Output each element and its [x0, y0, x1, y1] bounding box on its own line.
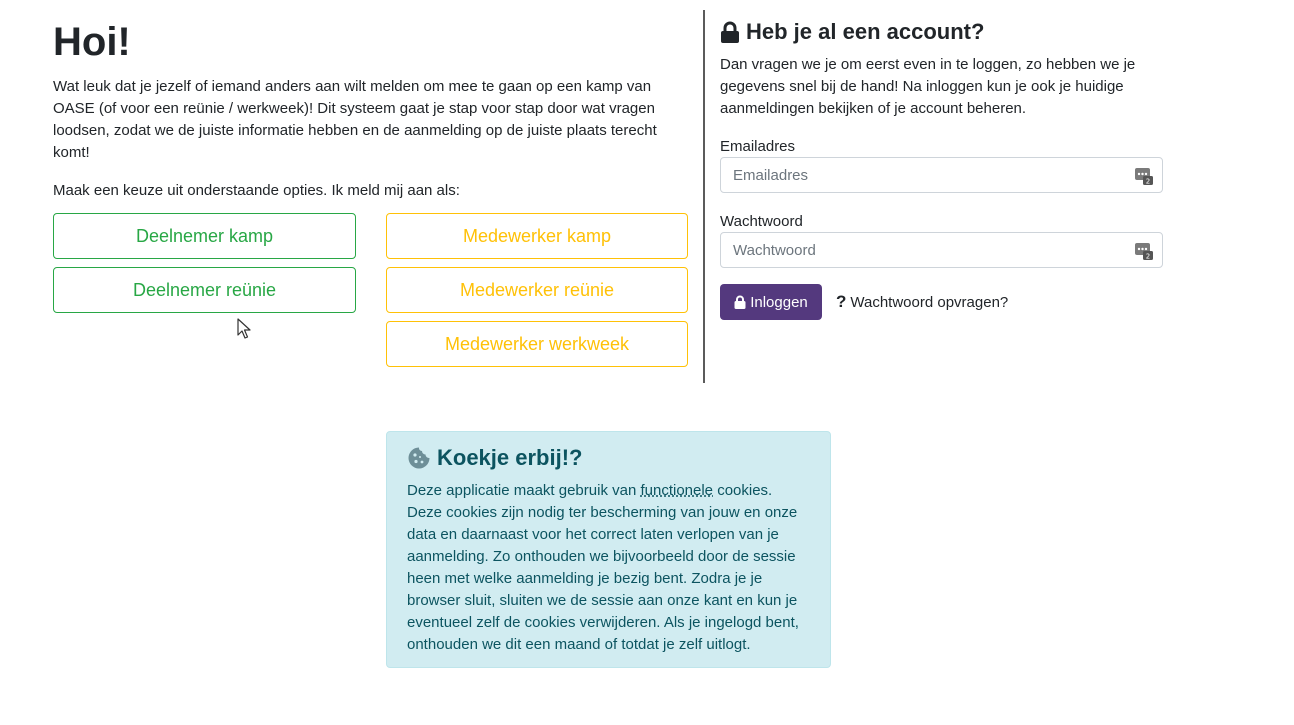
login-section [720, 18, 1163, 311]
login-title [720, 18, 1163, 46]
lock-icon [734, 295, 746, 309]
email-field-wrapper [720, 157, 1163, 193]
password-label: Wachtwoord [720, 213, 803, 230]
page-title: Hoi! [53, 20, 131, 64]
cookie-title-text: Koekje erbij!? [437, 445, 583, 470]
password-manager-icon[interactable] [1135, 242, 1153, 260]
cookie-text-before: Deze applicatie maakt gebruik van [407, 482, 641, 499]
deelnemer-reunie-button[interactable]: Deelnemer reünie [53, 267, 356, 313]
medewerker-werkweek-button[interactable]: Medewerker werkweek [386, 321, 688, 367]
mouse-cursor-icon [237, 318, 251, 340]
medewerker-reunie-button[interactable]: Medewerker reünie [386, 267, 688, 313]
choose-text: Maak een keuze uit onderstaande opties. Ik meld mij aan als: [53, 182, 460, 199]
cookie-text-after: cookies. Deze cookies zijn nodig ter bescherming van jouw en onze data en daarnaast voor het correct laten verlopen van je aanmelding. Zo onthouden we bijvoorbeeld door de sessie heen met welke aanmelding je bezig bent. Zodra je je browser sluit, sluiten we de sessie aan onze kant en kun je eventueel zelf de cookies verwijderen. Als je ingelogd bent, onthouden we dit een maand of totdat je zelf uitlogt. [407, 482, 799, 653]
login-button[interactable] [720, 284, 822, 320]
cookie-text [407, 480, 810, 656]
email-label: Emailadres [720, 138, 796, 155]
medewerker-kamp-button[interactable]: Medewerker kamp [386, 213, 688, 259]
forgot-password-link[interactable] [836, 292, 1008, 312]
svg-text:2: 2 [1145, 252, 1151, 260]
deelnemer-kamp-button[interactable]: Deelnemer kamp [53, 213, 356, 259]
intro-text: Wat leuk dat je jezelf of iemand anders aan wilt melden om mee te gaan op een kamp van OASE (of voor een reünie / werkweek)! Dit systeem gaat je stap voor stap door wat vragen loodsen, zodat we de juiste informatie hebben en de aanmelding op de juiste plaats terecht komt! [53, 78, 657, 161]
lock-icon [720, 21, 740, 43]
svg-text:2: 2 [1145, 177, 1151, 185]
column-divider [703, 10, 705, 383]
login-title-text: Heb je al een account? [746, 19, 985, 44]
cookie-icon [407, 446, 431, 470]
login-button-label: Inloggen [750, 293, 808, 311]
cookie-title [407, 444, 810, 472]
password-manager-icon[interactable] [1135, 167, 1153, 185]
login-description: Dan vragen we je om eerst even in te loggen, zo hebben we je gegevens snel bij de hand! Na inloggen kun je ook je huidige aanmeldingen bekijken of je account beheren. [720, 56, 1136, 117]
forgot-password-label: Wachtwoord opvragen? [850, 293, 1009, 311]
email-input[interactable] [721, 158, 1162, 192]
password-field-wrapper [720, 232, 1163, 268]
cookie-notice [386, 431, 831, 668]
question-icon: ? [836, 292, 847, 311]
intro-section [53, 18, 693, 202]
password-input[interactable] [721, 233, 1162, 267]
functionele-abbr: functionele [640, 482, 714, 499]
